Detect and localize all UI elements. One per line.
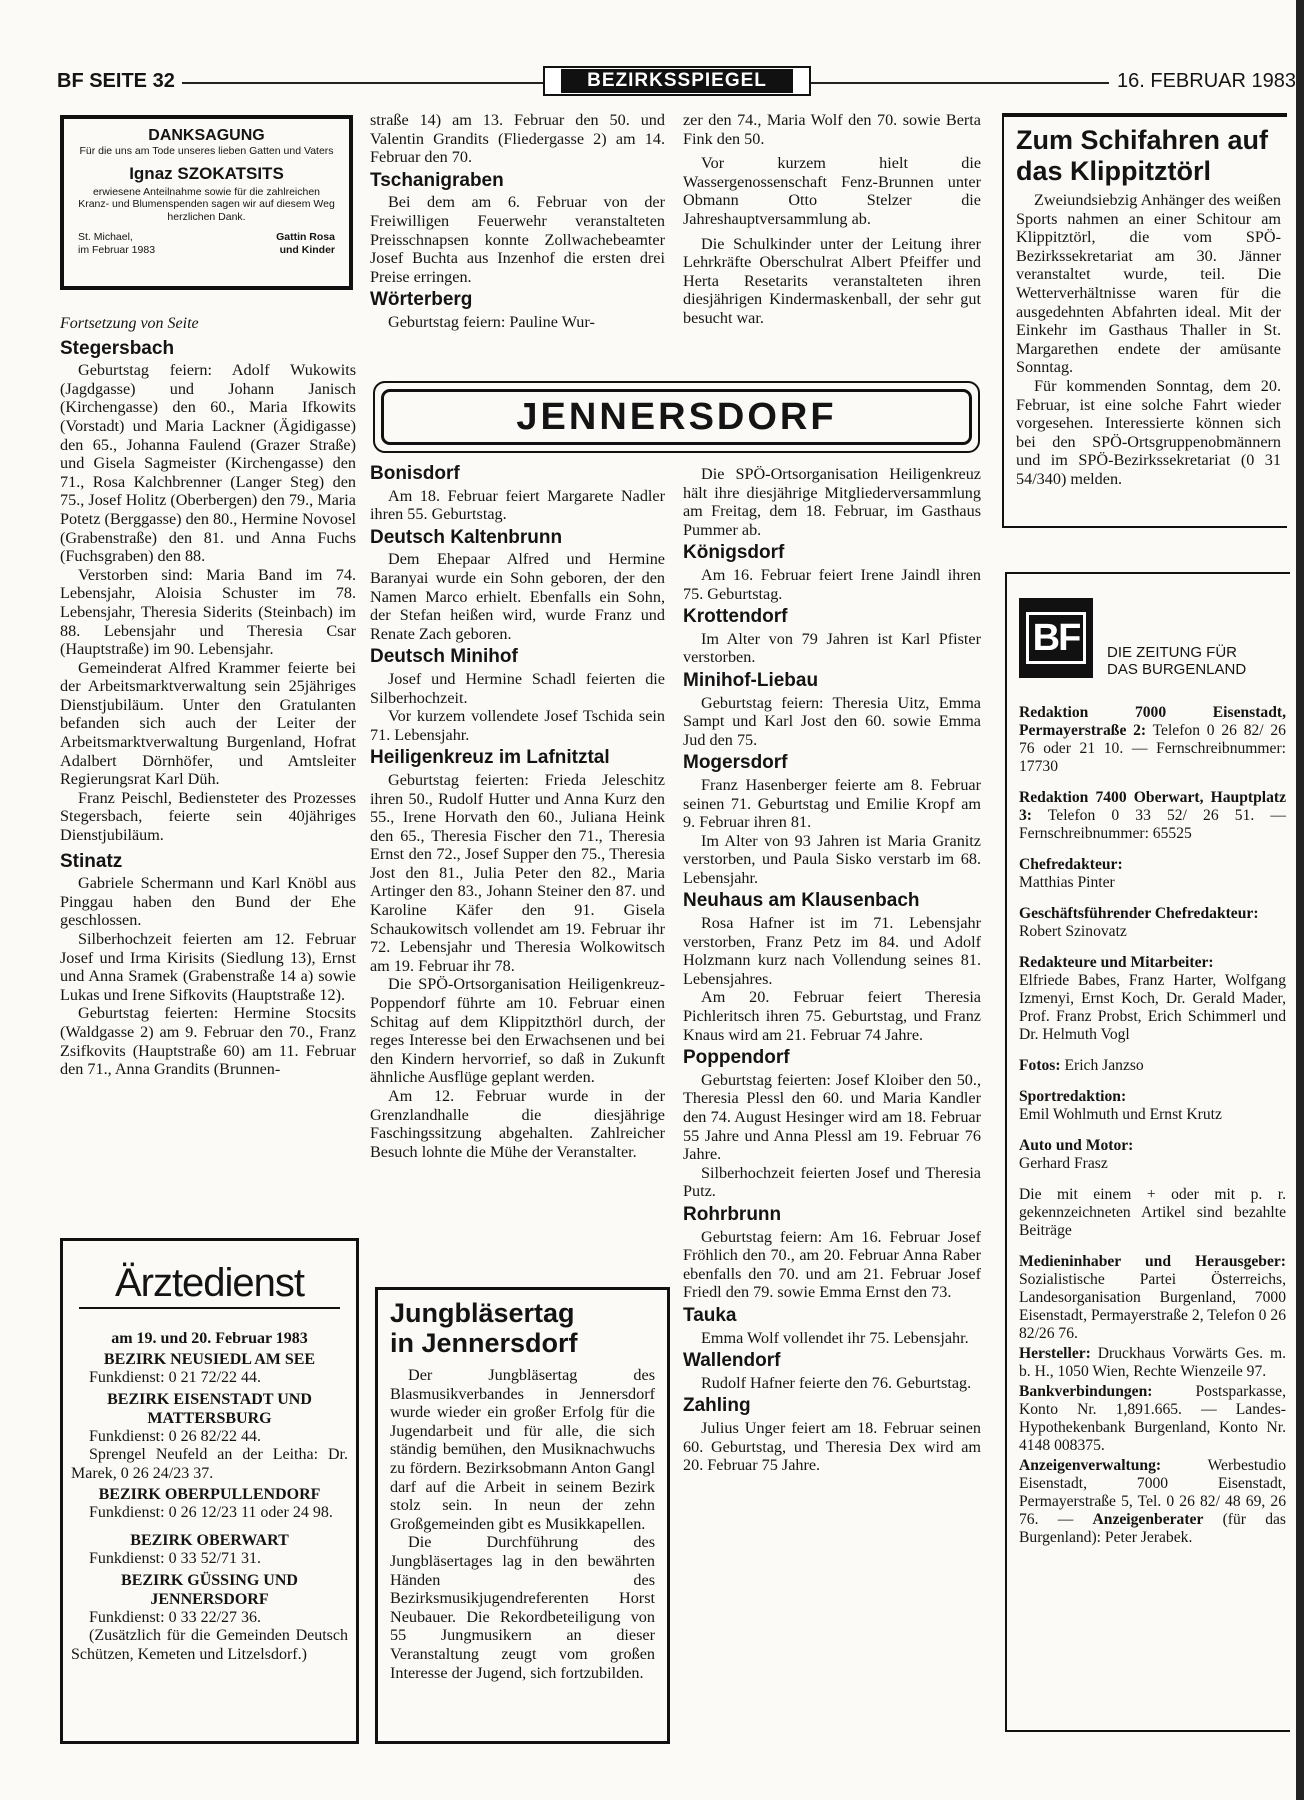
page-number: BF SEITE 32: [57, 70, 175, 92]
imp-auto: [1019, 1137, 1286, 1173]
bf-logo: [1019, 598, 1093, 678]
text-heiligenkreuz-spoe: Die SPÖ-Ortsorganisation Heiligenkreuz hält ihre diesjährige Mitgliederversammlung am Freitag, dem 18. Februar, im Gasthaus Pummer ab.: [683, 465, 981, 539]
jungblaesertag-article: [375, 1287, 670, 1744]
column-2: [370, 465, 665, 1161]
column-1: [60, 315, 356, 1079]
issue-date: 16. FEBRUAR 1983: [1117, 70, 1296, 92]
heading-krottendorf: Krottendorf: [683, 606, 788, 628]
text-stegersbach-3: Gemeinderat Alfred Krammer feierte bei der Arbeitsmarktverwaltung sein 25jähriges Dienstjubiläum. Unter den Gratulanten befanden sich auch der Leiter der Arbeitsmarktverwaltung Burgenland, Hofrat Adalbert Dörnhöfer, und Amtsleiter Regierungsrat Karl Düh.: [60, 658, 356, 789]
jennersdorf-banner: [373, 381, 980, 453]
text-mogersdorf-1: Franz Hasenberger feierte am 8. Februar seinen 71. Geburtstag und Emilie Kropf am 9. Februar ihren 81.: [683, 775, 981, 832]
aerztedienst-logo: [71, 1241, 348, 1327]
imp-her-text: Druckhaus Vorwärts Ges. m. b. H., 1050 Wien, Rechte Wienzeile 97.: [1019, 1345, 1286, 1380]
jung-text-1: Der Jungbläsertag des Blasmusikverbandes in Jennersdorf wurde wieder ein großer Erfolg für die Jugendarbeit und für alle, die sich ständig bemühen, den Musiknachwuchs zu fördern. Bezirksobmann Anton Gangl darf auf die Arbeit in seinem Bezirk stolz sein. In neun der zehn Großgemeinden gibt es Musikkapellen.: [390, 1366, 655, 1533]
imp-bank-label: Bankverbindungen:: [1019, 1383, 1153, 1400]
text-stegersbach-2: Verstorben sind: Maria Band im 74. Lebensjahr, Aloisia Schuster im 78. Lebensjahr, Theresia Siderits (Steinbach) im 88. Lebensjahr und Theresia Csar (Hauptstraße) im 90. Lebensjahr.: [60, 565, 356, 659]
text-neuhaus-1: Rosa Hafner ist im 71. Lebensjahr verstorben, Franz Petz im 84. und Adolf Holzmann kurz nach Vollendung seines 81. Lebensjahres.: [683, 914, 981, 988]
heading-rohrbrunn: Rohrbrunn: [683, 1203, 782, 1225]
imp-sport-label: Sportredaktion:: [1019, 1088, 1127, 1105]
heading-tauka: Tauka: [683, 1304, 737, 1326]
imp-anz-text: Werbestudio Eisenstadt, 7000 Eisenstadt, Permayerstraße 5, Tel. 0 26 82/ 48 69, 26 76. —: [1019, 1457, 1286, 1528]
text-stegersbach-4: Franz Peischl, Bediensteter des Prozesses Stegersbach, feierte sein 40jähriges Dienstjubiläum.: [60, 788, 356, 845]
phone-guessing: Funkdienst: 0 33 22/27 36.: [89, 1608, 262, 1626]
imp-hersteller: [1019, 1345, 1286, 1381]
heading-poppendorf: Poppendorf: [683, 1047, 790, 1069]
text-tauka: Emma Wolf vollendet ihr 75. Lebensjahr.: [701, 1328, 969, 1347]
header-rule-right: [811, 82, 1109, 84]
continuation-note: Fortsetzung von Seite: [60, 315, 199, 332]
text-rohrbrunn: Geburtstag feiern: Am 16. Februar Josef Fröhlich den 70., am 20. Februar Anna Raber ebenfalls den 70. und am 21. Februar Josef Friedl den 79. sowie Emma Ernst den 73.: [683, 1227, 981, 1302]
heading-heiligenkreuz: Heiligenkreuz im Lafnitztal: [370, 747, 610, 769]
text-tschanigraben: Bei dem am 6. Februar von der Freiwilligen Feuerwehr veranstalteten Preisschnapsen konnte Zollwachebeamter Josef Buchta aus Inzenhof die ersten drei Preise erringen.: [370, 193, 665, 286]
text-heiligenkreuz-3: Am 12. Februar wurde in der Grenzlandhalle die diesjährige Faschingssitzung abgehalten. Zahlreicher Besuch lohnte die Mühe der Veranstalter.: [370, 1087, 665, 1161]
imp-med-label: Medieninhaber und Herausgeber:: [1019, 1253, 1286, 1270]
imp-fotos-name: Erich Janzso: [1064, 1057, 1144, 1074]
heading-zahling: Zahling: [683, 1395, 751, 1417]
text-poppendorf-2: Silberhochzeit feierten Josef und Theresia Putz.: [683, 1163, 981, 1201]
heading-stinatz: Stinatz: [60, 850, 123, 872]
text-koenigsdorf: Am 16. Februar feiert Irene Jaindl ihren 75. Geburtstag.: [683, 565, 981, 603]
imp-redaktion-eisenstadt: [1019, 704, 1286, 776]
text-krottendorf: Im Alter von 79 Jahren ist Karl Pfister verstorben.: [683, 629, 981, 667]
heading-minihof-liebau: Minihof-Liebau: [683, 669, 819, 691]
imp-chef-label: Chefredakteur:: [1019, 856, 1123, 873]
heading-wallendorf: Wallendorf: [683, 1350, 781, 1372]
schi-text-2: Für kommenden Sonntag, dem 20. Februar, ist eine solche Fahrt wieder vorgesehen. Interessierte können sich bei den SPÖ-Ortsgruppenobmännern und im SPÖ-Bezirkssekretariat (0 31 54/340) melden.: [1016, 376, 1281, 488]
danksagung-text: erwiesene Anteilnahme sowie für die zahlreichen Kranz- und Blumenspenden sagen wir auf diesem Weg herzlichen Dank.: [78, 185, 335, 223]
section-title: BEZIRKSSPIEGEL: [561, 69, 793, 93]
district-oberwart: BEZIRK OBERWART: [130, 1531, 289, 1549]
danksagung-date: im Februar 1983: [78, 243, 156, 256]
aerztedienst-date: am 19. und 20. Februar 1983: [111, 1330, 308, 1347]
imp-medieninhaber: [1019, 1253, 1286, 1343]
imp-med-text: Sozialistische Partei Österreichs, Landesorganisation Burgenland, 7000 Eisenstadt, Permayerstraße 2, Telefon 0 26 82/26 76.: [1019, 1271, 1286, 1342]
imp-redaktion-oberwart: [1019, 789, 1286, 843]
heading-deutsch-minihof: Deutsch Minihof: [370, 646, 518, 668]
imp-anzb-label: Anzeigenberater: [1092, 1511, 1204, 1528]
imp-gf-name: Robert Szinovatz: [1019, 923, 1127, 940]
aerztedienst-title: Ärztedienst: [114, 1261, 305, 1305]
slogan-line-1: DIE ZEITUNG FÜR: [1107, 644, 1237, 661]
danksagung-place: St. Michael,: [78, 231, 133, 243]
heading-tschanigraben: Tschanigraben: [370, 169, 504, 191]
imp-anz-label: Anzeigenverwaltung:: [1019, 1457, 1162, 1474]
danksagung-notice: [60, 115, 353, 290]
imp-bank-text: Postsparkasse, Konto Nr. 1,891.665. — Landes-Hypothekenbank Burgenland, Konto Nr. 4148 008375.: [1019, 1383, 1286, 1454]
text-stinatz-1: Gabriele Schermann und Karl Knöbl aus Pinggau haben den Bund der Ehe geschlossen.: [60, 874, 356, 930]
danksagung-intro: Für die uns am Tode unseres lieben Gatten und Vaters: [79, 145, 334, 157]
text-wallendorf: Rudolf Hafner feierte den 76. Geburtstag.: [701, 1373, 972, 1392]
imp-mit-label: Redakteure und Mitarbeiter:: [1019, 954, 1214, 971]
imp-mit-names: Elfriede Babes, Franz Harter, Wolfgang Izmenyi, Ernst Koch, Dr. Gerald Mader, Prof. Franz Probst, Erich Schimmerl und Dr. Helmuth Vogl: [1019, 972, 1286, 1043]
text-stinatz-cont: straße 14) am 13. Februar den 50. und Valentin Grandits (Fliedergasse 2) am 14. Februar den 70.: [370, 111, 665, 167]
imp-redaktion-oberwart-text: Telefon 0 33 52/ 26 51. — Fernschreibnummer: 65525: [1019, 807, 1286, 842]
heading-stegersbach: Stegersbach: [60, 337, 175, 359]
heading-deutsch-kaltenbrunn: Deutsch Kaltenbrunn: [370, 526, 563, 548]
text-stinatz-3: Geburtstag feierten: Hermine Stocsits (Waldgasse 2) am 9. Februar den 70., Franz Zsifkovits (Hauptstraße 60) am 11. Februar den 71., Anna Grandits (Brunnen-: [60, 1004, 356, 1079]
phone-neufeld: Sprengel Neufeld an der Leitha: Dr. Marek, 0 26 24/23 37.: [71, 1446, 348, 1482]
impressum: [1005, 572, 1290, 1732]
text-deutsch-minihof-1: Josef und Hermine Schadl feierten die Silberhochzeit.: [370, 669, 665, 707]
jennersdorf-title: JENNERSDORF: [381, 389, 972, 445]
imp-anzeigen: [1019, 1457, 1286, 1547]
imp-chef-name: Matthias Pinter: [1019, 874, 1115, 891]
slogan-line-2: DAS BURGENLAND: [1107, 661, 1247, 678]
imp-geschaeftsfuehrer: [1019, 905, 1286, 941]
imp-redaktion-eisenstadt-label: Redaktion 7000 Eisenstadt, Permayerstraße 2:: [1019, 704, 1286, 739]
imp-redaktion-eisenstadt-text: Telefon 0 26 82/ 26 76 oder 21 10. — Fernschreibnummer: 17730: [1019, 722, 1286, 775]
text-heiligenkreuz-1: Geburtstag feierten: Frieda Jeleschitz ihren 50., Rudolf Hutter und Anna Kurz den 55., Irene Horvath den 60., Juliana Heink den 65., Theresia Fischer den 71., Theresia Ernst den 72., Josef Supper den 75., Theresia Jost den 81., Julia Peter den 82., Maria Artinger den 83., Johann Steiner den 87. und Karoline Käfer den 91. Gisela Schaukowitsch vollendet am 19. Februar ihr 72. Lebensjahr und Theresia Wolkowitsch am 19. Februar ihr 78.: [370, 770, 665, 975]
text-bonisdorf: Am 18. Februar feiert Margarete Nadler ihren 55. Geburtstag.: [370, 486, 665, 524]
heading-woerterberg: Wörterberg: [370, 289, 473, 311]
text-poppendorf-1: Geburtstag feierten: Josef Kloiber den 50., Theresia Plessl den 60. und Maria Kandler den 74. August Hesinger wird am 18. Februar 55 Jahre und Anna Plessl am 19. Februar 76 Jahre.: [683, 1070, 981, 1164]
imp-note: Die mit einem + oder mit p. r. gekennzeichneten Artikel sind bezahlte Beiträge: [1019, 1186, 1286, 1239]
text-zahling: Julius Unger feiert am 18. Februar seinen 60. Geburtstag, und Theresia Dex wird am 20. Februar 75 Jahre.: [683, 1418, 981, 1475]
imp-sport-names: Emil Wohlmuth und Ernst Krutz: [1019, 1106, 1222, 1123]
imp-anzb-text: (für das Burgenland): Peter Jerabek.: [1019, 1511, 1286, 1546]
header-rule-left: [182, 82, 544, 84]
aerztedienst-underline: [79, 1307, 340, 1309]
schi-text-1: Zweiundsiebzig Anhänger des weißen Sports nahmen an einer Schitour am Klippitztörl, die vom SPÖ-Bezirkssekretariat am 30. Jänner veranstaltet wurde, teil. Die Wetterverhältnisse waren für die ausgedehnten Abfahrten ideal. Mit der Einkehr im Gasthaus Thaller in St. Margarethen endete der amüsante Sonntag.: [1016, 191, 1281, 377]
section-title-box: [543, 66, 811, 96]
text-deutsch-minihof-2: Vor kurzem vollendete Josef Tschida sein 71. Lebensjahr.: [370, 707, 665, 744]
page-edge-shadow: [1296, 0, 1304, 1800]
schi-title-1: Zum Schifahren auf: [1016, 125, 1269, 155]
jung-text-2: Die Durchführung des Jungbläsertages lag in den bewährten Händen des Bezirksmusikjugendreferenten Horst Neubauer. Die Rekordbeteiligung von 55 Jungmusikern an dieser Veranstaltung zeugt vom großen Interesse der Jugend, sich fortzubilden.: [390, 1533, 655, 1682]
bf-logo-text: BF: [1026, 612, 1087, 664]
text-wassergenossenschaft: Vor kurzem hielt die Wassergenossenschaft Fenz-Brunnen unter Obmann Otto Stelzer die Jahreshauptversammlung ab.: [683, 154, 981, 228]
text-stinatz-2: Silberhochzeit feierten am 12. Februar Josef und Irma Kirisits (Siedlung 13), Ernst und Anna Sramek (Grabenstraße 14 a) sowie Lukas und Irene Sifkovits (Hauptstraße 12).: [60, 930, 356, 1004]
danksagung-signer-2: und Kinder: [279, 243, 335, 256]
imp-chefredakteur: [1019, 856, 1286, 892]
text-stegersbach-1: Geburtstag feiern: Adolf Wukowits (Jagdgasse) und Johann Janisch (Kirchengasse) den 60., Maria Ifkowits (Vorstadt) und Maria Lackner (Ägidigasse) den 65., Johanna Faulend (Grazer Straße) und Gisela Sagmeister (Kirchengasse) den 71., Rosa Kalchbrenner (Langer Steg) den 75., Josef Holitz (Oberbergen) den 79., Maria Potetz (Berggasse) den 80., Hermine Novosel (Grabenstraße) den 81. und Anna Fuchs (Fuchsgraben) den 88.: [60, 361, 356, 566]
jung-title-2: in Jennersdorf: [390, 1328, 578, 1358]
heading-mogersdorf: Mogersdorf: [683, 752, 788, 774]
phone-neusiedl: Funkdienst: 0 21 72/22 44.: [89, 1369, 262, 1386]
district-neusiedl: BEZIRK NEUSIEDL AM SEE: [103, 1351, 316, 1368]
imp-bank: [1019, 1383, 1286, 1455]
imp-mitarbeiter: [1019, 954, 1286, 1044]
imp-fotos-label: Fotos:: [1019, 1057, 1061, 1074]
schi-title-2: das Klippitztörl: [1016, 156, 1211, 186]
text-mogersdorf-2: Im Alter von 93 Jahren ist Maria Granitz verstorben, und Paula Sisko verstarb im 68. Lebensjahr.: [683, 831, 981, 887]
text-kindermaskenball: Die Schulkinder unter der Leitung ihrer Lehrkräfte Oberschulrat Albert Pfeiffer und Herta Resetarits veranstalteten ihren diesjährigen Kindermaskenball, der sehr gut besucht war.: [683, 234, 981, 327]
imp-auto-label: Auto und Motor:: [1019, 1137, 1134, 1154]
phone-eisenstadt: Funkdienst: 0 26 82/22 44.: [89, 1427, 262, 1445]
heading-koenigsdorf: Königsdorf: [683, 542, 785, 564]
text-heiligenkreuz-2: Die SPÖ-Ortsorganisation Heiligenkreuz-Poppendorf führte am 10. Februar einen Schitag auf dem Klippitzthörl durch, der reges Interesse bei den Erwachsenen und bei den Kindern hervorrief, so daß in Zukunft ähnliche Ausflüge geplant werden.: [370, 975, 665, 1087]
text-woerterberg-cont: zer den 74., Maria Wolf den 70. sowie Berta Fink den 50.: [683, 111, 981, 148]
aerztedienst-box: [60, 1238, 359, 1744]
imp-gf-label: Geschäftsführender Chefredakteur:: [1019, 905, 1259, 922]
note-guessing: (Zusätzlich für die Gemeinden Deutsch Schützen, Kemeten und Litzelsdorf.): [71, 1627, 348, 1663]
text-deutsch-kaltenbrunn: Dem Ehepaar Alfred und Hermine Baranyai wurde ein Sohn geboren, der den Namen Marco erhielt. Ebenfalls ein Sohn, der Stefan heißen wird, wurde Franz und Renate Zach geboren.: [370, 550, 665, 643]
column-2-top: [370, 111, 665, 332]
imp-auto-name: Gerhard Frasz: [1019, 1155, 1108, 1172]
imp-sport: [1019, 1088, 1286, 1124]
district-oberpullendorf: BEZIRK OBERPULLENDORF: [98, 1486, 321, 1504]
schifahren-article: [1002, 113, 1287, 528]
text-minihof-liebau: Geburtstag feiern: Theresia Uitz, Emma Sampt und Karl Jost den 60. sowie Emma Jud den 75.: [683, 693, 981, 749]
deceased-name: Ignaz SZOKATSITS: [129, 163, 284, 183]
text-woerterberg: Geburtstag feiern: Pauline Wur-: [388, 312, 595, 331]
column-3-top: [683, 111, 981, 328]
column-3: [683, 465, 981, 1475]
text-neuhaus-2: Am 20. Februar feiert Theresia Pichleritsch ihren 75. Geburtstag, und Franz Knaus wird am 21. Februar 74 Jahre.: [683, 988, 981, 1044]
danksagung-title: DANKSAGUNG: [148, 127, 265, 144]
imp-redaktion-oberwart-label: Redaktion 7400 Oberwart, Hauptplatz 3:: [1019, 789, 1286, 824]
imp-her-label: Hersteller:: [1019, 1345, 1091, 1362]
jung-title-1: Jungbläsertag: [390, 1298, 575, 1328]
district-guessing: BEZIRK GÜSSING UND JENNERSDORF: [121, 1571, 298, 1608]
imp-fotos: [1019, 1057, 1286, 1075]
heading-bonisdorf: Bonisdorf: [370, 463, 460, 484]
district-eisenstadt: BEZIRK EISENSTADT UND MATTERSBURG: [107, 1390, 312, 1427]
phone-oberwart: Funkdienst: 0 33 52/71 31.: [89, 1549, 262, 1567]
phone-oberpullendorf: Funkdienst: 0 26 12/23 11 oder 24 98.: [89, 1504, 333, 1522]
danksagung-signer-1: Gattin Rosa: [276, 231, 335, 243]
heading-neuhaus: Neuhaus am Klausenbach: [683, 890, 920, 912]
